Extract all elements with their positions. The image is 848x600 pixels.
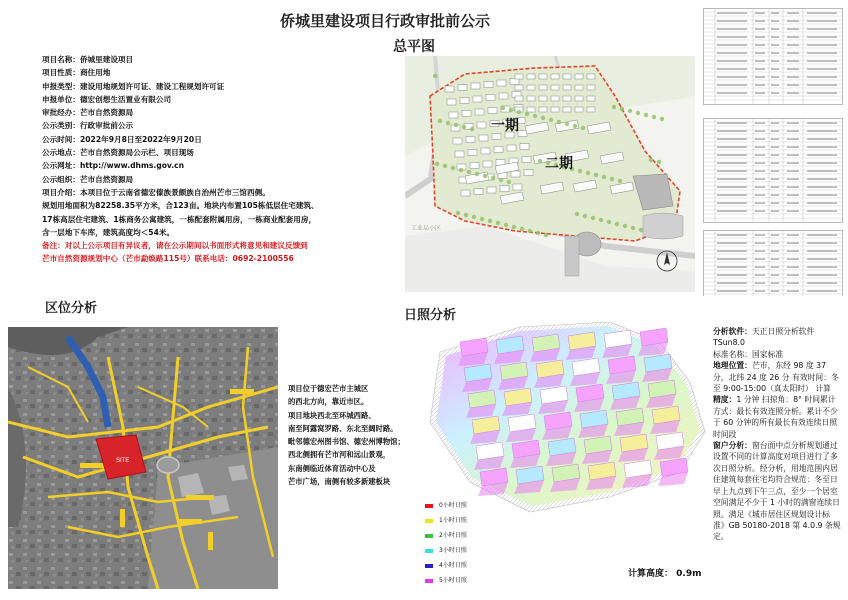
info-row (42, 53, 372, 66)
info-row (42, 80, 372, 93)
legend-label: 0小时日照 (439, 502, 467, 509)
notice-line: 芒市自然资源规划中心（芒市勐焕路115号）联系电话：0692-2100556 (42, 254, 294, 264)
info-row (42, 173, 372, 186)
para-text: 1 分钟 扫掠角：8° 时间累计方式：最长有效连照分析。累计不少于 60 分钟的所有最长有效连续日照时间段 (713, 395, 838, 439)
info-row (42, 159, 372, 172)
phase2-label: 二期 (545, 156, 573, 172)
info-row (42, 146, 372, 159)
info-label: 项目性质： (42, 68, 80, 78)
location-line: 项目地块西北至环城西路、 (288, 410, 376, 420)
sunshine-paragraph (713, 349, 841, 360)
site-label: SITE (116, 458, 130, 464)
calc-height: 计算高度： 0.9m (628, 569, 702, 579)
indicator-tables-graphic (703, 8, 843, 296)
legend-swatch (425, 519, 433, 523)
legend-item (425, 575, 467, 584)
legend-label: 2小时日照 (439, 532, 467, 539)
info-label: 公示网址： (42, 161, 80, 171)
intro-first-line (42, 186, 372, 199)
legend-item (425, 515, 467, 524)
phase1-label: 一期 (491, 118, 519, 134)
info-value: 芒市自然资源局 (79, 174, 134, 184)
intro-line: 17栋高层住宅建筑、1栋商务公寓建筑，一栋配套附属用房，一栋商业配套用房， (42, 214, 317, 224)
legend-label: 5小时日照 (439, 577, 467, 584)
info-value: 芒市自然资源局 (79, 108, 134, 118)
para-label: 精度： (713, 395, 737, 405)
info-rows (42, 53, 372, 186)
info-label: 公示组织： (42, 174, 80, 184)
legend-swatch (425, 549, 433, 553)
info-label: 申报单位： (42, 94, 80, 104)
info-row (42, 119, 372, 132)
legend-swatch (425, 534, 433, 538)
site-plan-graphic (405, 56, 695, 292)
para-label: 分析软件： (713, 327, 752, 336)
site-plan (405, 56, 695, 292)
notice-line: 备注：对以上公示项目有异议者，请在公示期间以书面形式将意见和建议反馈到 (42, 241, 308, 251)
location-line: 南至阿露窝罗路、东北至阔时路。 (288, 423, 398, 433)
legend-item (425, 545, 467, 554)
para-text: 天正日照分析软件TSun8.0 (713, 327, 815, 348)
legend-swatch (425, 504, 433, 508)
info-label: 公示时间： (42, 134, 80, 144)
info-value: http://www.dhms.gov.cn (79, 161, 185, 171)
location-line: 东南侧临近体育活动中心及 (288, 463, 376, 473)
location-line: 项目位于德宏芒市主城区 (288, 384, 369, 393)
location-line: 毗邻德宏州图书馆、德宏州博物馆； (288, 437, 405, 447)
info-value: 商住用地 (79, 68, 111, 78)
sunshine-paragraph (713, 440, 841, 543)
info-row (42, 106, 372, 119)
location-map-graphic (8, 327, 278, 589)
legend-swatch (425, 579, 433, 583)
indicator-tables (703, 8, 843, 296)
intro-label: 项目介绍： (42, 187, 80, 197)
info-value: 2022年9月8日至2022年9月20日 (79, 134, 202, 144)
legend-item (425, 560, 467, 569)
para-label: 窗户分析： (713, 441, 752, 451)
sunshine-title: 日照分析 (404, 308, 457, 323)
intro-line: 本项目位于云南省德宏傣族景颇族自治州芒市三馆西侧。 (79, 187, 270, 197)
info-label: 公示类别： (42, 121, 80, 131)
para-text: 芒市，东经 98 度 37 分，北纬 24 度 26 分 有效时间：冬至 9:00-15:00（真太阳时） 计算 (713, 361, 839, 394)
info-value: 建设用地规划许可证、建设工程规划许可证 (79, 81, 225, 91)
info-value: 德宏创想生活置业有限公司 (79, 94, 172, 104)
sunshine-notes (713, 326, 841, 543)
para-label: 地理位置： (713, 361, 752, 371)
info-value: 行政审批前公示 (79, 121, 134, 131)
location-map (8, 327, 278, 589)
project-info (42, 53, 372, 266)
info-label: 申报类型： (42, 81, 80, 91)
info-row (42, 93, 372, 106)
location-line: 的西北方向，靠近市区。 (288, 397, 369, 407)
sunshine-paragraph (713, 326, 841, 349)
info-value: 芒市自然资源局公示栏、项目现场 (79, 148, 194, 158)
location-text (288, 382, 418, 488)
location-line: 西北侧拥有芒市河和远山景观， (288, 450, 391, 460)
legend-item (425, 500, 467, 509)
sunshine-paragraph (713, 360, 841, 394)
plan-title: 总平图 (393, 39, 435, 55)
legend-label: 1小时日照 (439, 517, 467, 524)
legend-swatch (425, 564, 433, 568)
info-row (42, 133, 372, 146)
info-value: 侨城里建设项目 (79, 55, 134, 64)
page-title: 侨城里建设项目行政审批前公示 (279, 12, 490, 30)
location-title: 区位分析 (45, 301, 98, 316)
info-label: 公示地点： (42, 148, 80, 158)
info-label: 项目名称： (42, 55, 80, 64)
para-text: 窗台面中点分析规划通过设置不同的计算高度对项目进行了多次日照分析。经分析，用地范围内居住建筑每套住宅均符合规范：冬至日早上九点到下午三点，至少一个居室空间满足不少于 1 小时的满窗连续日照。满足《城市居住区规划设计标准》GB 50180-2018 第 4.0.9 条规定。 (713, 441, 841, 542)
intro-line: 含一层地下车库，建筑高度均＜54米。 (42, 227, 175, 237)
legend-label: 3小时日照 (439, 547, 467, 554)
location-line: 芒市广场，南侧有较多新建板块 (288, 477, 391, 487)
legend-item (425, 530, 467, 539)
intro-line: 规划用地面积为82258.35平方米，合123亩。地块内布置105栋低层住宅建筑、 (42, 201, 319, 211)
info-label: 审批经办： (42, 108, 80, 118)
plan-annotation: 工业局小区 (411, 225, 442, 232)
para-text: 标准名称：国家标准 (713, 349, 784, 359)
legend-label: 4小时日照 (439, 562, 467, 569)
sunshine-paragraph (713, 394, 841, 440)
info-row (42, 66, 372, 79)
